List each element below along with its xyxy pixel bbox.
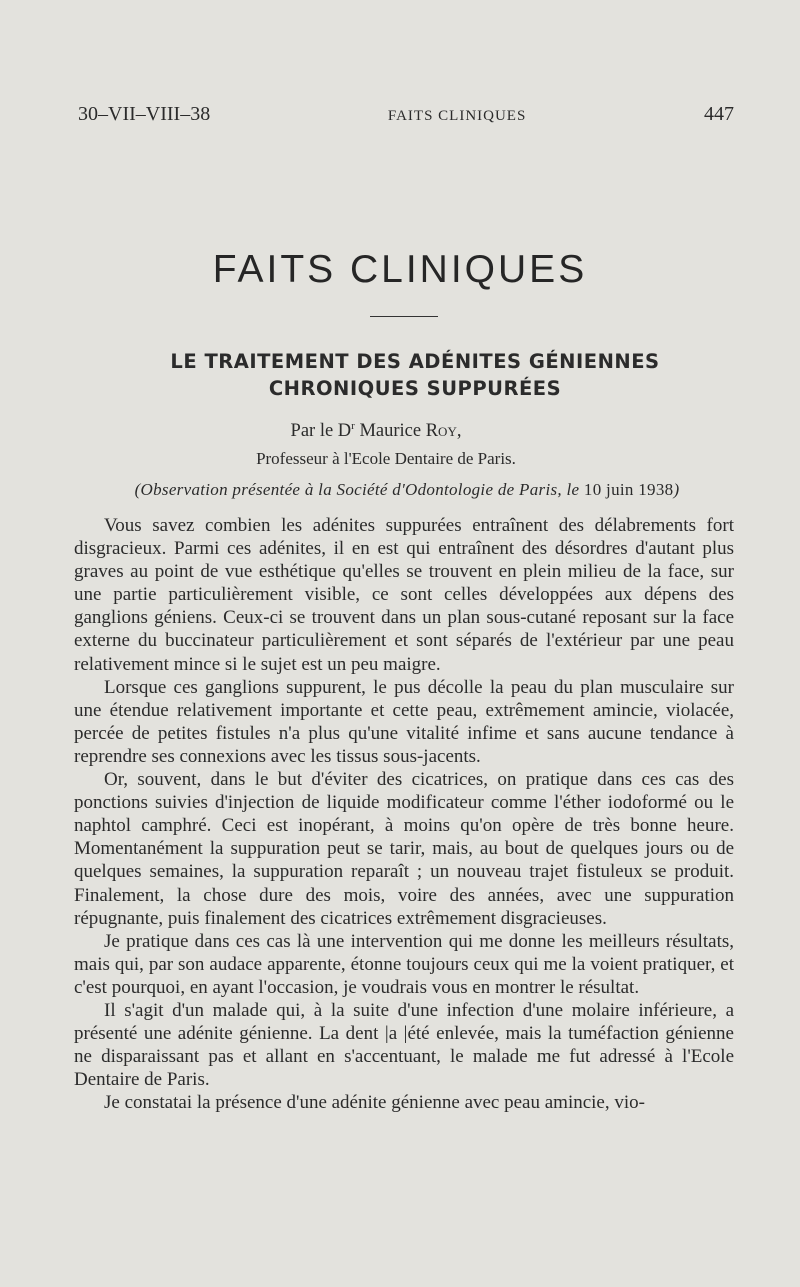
paragraph: Je constatai la présence d'une adénite génienne avec peau amincie, vio- bbox=[104, 1092, 645, 1114]
observation-note bbox=[74, 480, 740, 500]
paragraph: Lorsque ces ganglions suppurent, le pus décolle la peau du plan musculaire sur une étendue relativement importante et cette peau, extrêmement amincie, violacée, percée de petites fistules n'a plus qu'une vitalité infime et sans aucune tendance à reprendre ses connexions avec les tissus sous-jacents. bbox=[74, 676, 734, 767]
observation-date: 10 juin 1938 bbox=[583, 480, 674, 499]
author-byline bbox=[0, 420, 752, 442]
header-section: FAITS CLINIQUES bbox=[387, 108, 527, 124]
paragraph: Or, souvent, dans le but d'éviter des cicatrices, on pratique dans ces cas des ponctions suivies d'injection de liquide modificateur comme l'éther iodoformé ou le naphtol camphré. Ceci est inopérant, à moins qu'on opère de très bonne heure. Momentanément la suppuration peut se tarir, mais, au bout de quelques jours ou de quelques semaines, la suppuration reparaît ; un nouveau trajet fistuleux se produit. Finalement, la chose dure des mois, voire des années, avec une suppuration répugnante, puis finalement des cicatrices extrêmement disgracieuses. bbox=[74, 769, 734, 929]
paragraph: Je pratique dans ces cas là une intervention qui me donne les meilleurs résultats, mais qui, par son audace apparente, étonne toujours ceux qui me la voient pratiquer, et c'est pourquoi, en ayant l'occasion, je voudrais vous en montrer le résultat. bbox=[74, 930, 734, 998]
byline-prefix: Par le D bbox=[290, 421, 352, 442]
observation-close: ) bbox=[673, 480, 680, 499]
header-date: 30–VII–VIII–38 bbox=[78, 103, 211, 125]
running-header bbox=[78, 103, 734, 126]
observation-text: (Observation présentée à la Société d'Odontologie de Paris, le bbox=[134, 480, 584, 499]
byline-sup: r bbox=[351, 420, 355, 432]
page-number: 447 bbox=[703, 103, 734, 125]
paragraph: Vous savez combien les adénites suppurées entraînent des délabrements fort disgracieux. Parmi ces adénites, il en est qui entraînent des désordres d'autant plus graves au point de vue esthétique qu'elles se trouvent en plein milieu de la face, sur une partie particulièrement visible, ce sont celles développées aux dépens des ganglions géniens. Ceux-ci se trouvent dans un plan sous-cutané reposant sur la face externe du buccinateur particulièrement et sont séparés de l'extérieur par une peau relativement mince si le sujet est un peu maigre. bbox=[74, 515, 734, 675]
author-surname: Roy, bbox=[425, 421, 462, 442]
section-title: FAITS CLINIQUES bbox=[212, 248, 588, 291]
byline-first: Maurice bbox=[354, 421, 426, 442]
title-divider bbox=[370, 316, 438, 317]
author-affiliation: Professeur à l'Ecole Dentaire de Paris. bbox=[256, 449, 516, 468]
paragraph: Il s'agit d'un malade qui, à la suite d'une infection d'une molaire inférieure, a présenté une adénite génienne. La dent |a |été enlevée, mais la tuméfaction génienne ne disparaissant pas et allant en s'accentuant, le malade me fut adressé à l'Ecole Dentaire de Paris. bbox=[74, 999, 734, 1091]
article-title-line2: CHRONIQUES SUPPURÉES bbox=[268, 377, 562, 400]
article-title bbox=[90, 348, 740, 402]
article-body bbox=[74, 514, 734, 1114]
article-title-line1: LE TRAITEMENT DES ADÉNITES GÉNIENNES bbox=[170, 350, 660, 373]
